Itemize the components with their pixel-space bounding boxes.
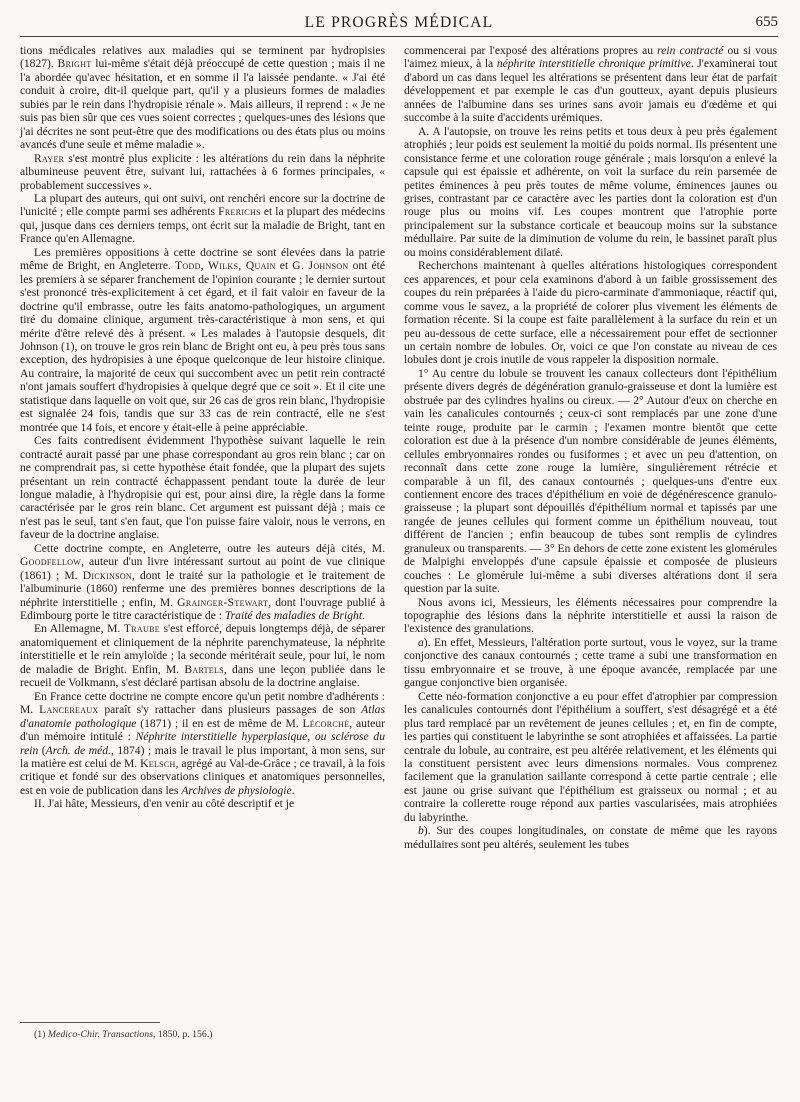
paragraph: [20, 622, 385, 689]
text-run: ). Sur des coupes longitudinales, on constate de même que les rayons médullaires sont peu altérés, seulement les tubes: [404, 824, 777, 851]
text-run: , dont le traité sur la pathologie et le traitement de l'albuminurie (1860) renferme une des premières bonnes descriptions de la néphrite interstitielle ; enfin, M.: [20, 568, 385, 609]
text-run: Recherchons maintenant à quelles altérations histologiques correspondent ces apparences, et pour cela examinons d'abord à un faible grossissement des coupes du rein préparées à l'aide du picro-carminate d'ammoniaque, réactif qui, comme vous le savez, a la propriété de colorer plus vivement les éléments de formation récente. Si la coupe est faite parallèlement à la surface du rein et un peu au-dessous de cette surface, elle a nécessairement pour effet de sectionner un certain nombre de lobules. Or, voici ce que l'on constate au niveau de ces lobules dont je crois inutile de vous rappeler la disposition normale.: [404, 259, 777, 367]
text-run: commencerai par l'exposé des altérations propres au: [404, 44, 658, 57]
author-name: Todd, Wilks, Quain: [175, 259, 276, 273]
text-run: 1° Au centre du lobule se trouvent les canaux collecteurs dont l'épithélium présente divers degrés de dégénération granulo-graisseuse et dont la lumière est obstruée par des cylindres hyalins ou cireux. — 2° Autour d'eux on cherche en vain les canalicules contournés ; ceux-ci sont remplacés par une zone d'une teinte rouge, produite par le carmin ; l'examen montre bientôt que cette coloration est due à la présence d'un nombre considérable de jeunes éléments, cellules embryonnaires rondes ou fusiformes ; et avec un peu d'attention, on reconnaît dans cette zone rouge la lumière, singulièrement rétrécie et comparable à un fil, des canaux contournés ; quelques-uns d'entre eux contiennent encore des traces d'épithélium en voie de dégénérescence granulo-graisseuse ; la plupart sont dépouillés d'épithélium normal et tapissés par une rangée de jeunes cellules qui forment comme un épithélium nouveau, tout différent de l'ancien ; enfin beaucoup de tubes sont remplis de cylindres granuleux ou transparents. — 3° En dehors de cette zone existent les glomérules de Malpighi enveloppés d'une capsule épaissie et composée de plusieurs couches : Le glomérule lui-même a subi diverses altérations dont il sera question par la suite.: [404, 366, 777, 596]
text-run: s'est efforcé, depuis longtemps déjà, de séparer anatomiquement et cliniquement de la néphrite parenchymateuse, la néphrite interstitielle et le rein amyloïde ; la seconde méritérait seule, pour lui, le nom de maladie de Bright. Enfin, M.: [20, 622, 386, 676]
running-title: LE PROGRÈS MÉDICAL: [304, 14, 494, 31]
text-run: Cette doctrine compte, en Angleterre, outre les auteurs déjà cités, M.: [34, 541, 385, 555]
text-run: paraît s'y rattacher dans plusieurs passages de son: [98, 703, 362, 717]
paragraph: [20, 542, 385, 623]
page-number: 655: [755, 14, 778, 30]
author-name: Kelsch: [140, 757, 176, 771]
text-run: En France cette doctrine ne compte encore qu'un petit nombre d'adhérents : M.: [20, 689, 385, 717]
text-run: et la plupart des médecins qui, jusque dans ces derniers temps, ont écrit sur la maladie de Bright, tant en France qu'en Allemagne.: [20, 205, 385, 246]
author-name: G. Johnson: [292, 259, 349, 273]
footnote-source: Medico-Chir. Transactions: [47, 1029, 153, 1040]
emphasis: néphrite interstitielle chronique primitive: [496, 57, 691, 71]
text-run: ). En effet, Messieurs, l'altération porte surtout, vous le voyez, sur la trame conjonctive des canaux contournés ; cette trame a subi une transformation en tissu embryonnaire et se trouve, à une époque avancée, remplacée par une gangue conjonctive bien organisée.: [404, 635, 777, 690]
text-run: .: [362, 609, 365, 623]
text-run: tions médicales relatives aux maladies qui se terminent par hydropisies (1827).: [20, 44, 385, 71]
author-name: Bright: [57, 57, 92, 71]
author-name: Traube: [123, 622, 160, 636]
text-run: En Allemagne, M.: [34, 622, 124, 636]
text-run: (: [38, 743, 46, 757]
text-run: Nous avons ici, Messieurs, les éléments nécessaires pour comprendre la topographie des lésions dans la néphrite interstitielle et aussi la raison de l'existence des granulations.: [404, 595, 777, 636]
text-run: , dans une leçon publiée dans le recueil de Volkmann, s'est déclaré partisan absolu de la doctrine anglaise.: [20, 662, 385, 690]
text-run: Ces faits contredisent évidemment l'hypothèse suivant laquelle le rein contracté aurait passé par une phase correspondant au gros rein blanc ; car on ne comprendrait pas, si cette hypothèse était fondée, que la plupart des sujets présentant un rein contracté échappassent pendant toute la durée de leur longue maladie, à l'hydropisie qui est, pour ainsi dire, la règle dans la forme caractérisée par le gros rein blanc. Cet argument est puissant déjà ; mais ce n'est pas le seul, tant s'en faut, que l'on puisse faire valoir, nous le verrons, en faveur de la doctrine anglaise.: [20, 434, 385, 542]
text-run: , dont l'ouvrage publié à Edimbourg porte le titre caractéristique de :: [20, 595, 385, 623]
paragraph: [404, 259, 777, 367]
paragraph: [20, 152, 385, 192]
text-run: A. A l'autopsie, on trouve les reins petits et tous deux à peu près également atrophiés ; leur poids est seulement la moitié du poids normal. Ils présentent une consistance ferme et une coloration rouge générale ; mais lorsqu'on a enlevé la capsule qui est épaissie et adhérente, on voit la surface du rein parsemée de petites éminences à peu près toutes de même volume, éminences jaunes ou grises, contrastant par ce caractère avec les parties dont la coloration est d'un rouge plus ou moins vif. Les coupes montrent que l'atrophie porte principalement sur la substance corticale et beaucoup moins sur la substance médullaire. Par suite de la diminution de volume du rein, le bassinet paraît plus ou moins considérablement dilaté.: [404, 124, 777, 259]
author-name: Lécorché: [302, 716, 350, 730]
emphasis: rein contracté: [657, 44, 724, 57]
paragraph: [20, 44, 385, 152]
paragraph: [20, 246, 385, 434]
text-run: , 1874) ; mais le travail le plus important, à mon sens, sur la matière est celui de M.: [20, 743, 386, 771]
footnote-detail: , 1850, p. 156.): [152, 1029, 213, 1040]
author-name: Goodfellow: [20, 555, 82, 569]
paragraph: [404, 367, 777, 596]
page-header: [20, 10, 778, 37]
text-run: , auteur d'un mémoire intitulé :: [20, 716, 385, 744]
paragraph: [20, 192, 385, 246]
text-run: , agrégé au Val-de-Grâce ; ce travail, à la fois critique et fondé sur des observations cliniques et anatomiques personnelles, est en voie de publication dans les: [20, 757, 385, 797]
journal-title: Arch. de méd.: [45, 743, 111, 757]
paragraph: [20, 690, 385, 798]
list-marker: b: [418, 824, 424, 838]
author-name: Frerichs: [218, 205, 261, 219]
paragraph: [404, 824, 777, 851]
text-run: Les premières oppositions à cette doctrine se sont élevées dans la patrie même de Bright, en Angleterre.: [20, 245, 385, 273]
author-name: Grainger-Stewart: [177, 595, 269, 609]
paragraph: [20, 434, 385, 542]
text-run: lui-même s'était déjà préoccupé de cette question ; mais il ne l'a abordée qu'avec hésitation, et en somme il l'a laissée pendante. « J'ai été conduit à croire, dit-il quelque part, qu'il y a plusieurs formes de maladies subies par le rein dans l'hydropisie rénale ». Mais ailleurs, il reprend : « Je ne suis pas bien sûr que ces vues soient correctes ; quelques-unes des lésions que j'ai décrites ne sont peut-être que des modifications ou des états plus ou moins avancés d'une seule et même maladie ».: [20, 57, 385, 152]
text-run: . J'examinerai tout d'abord un cas dans lequel les altérations se présentent dans leur état de parfait développement et par exemple le cas d'un goutteux, ayant depuis plusieurs années de l'albumine dans ses urines sans avoir jamais eu d'œdème et qui succombe à la suite d'accidents urémiques.: [404, 57, 777, 125]
text-run: , auteur d'un livre intéressant surtout au point de vue clinique (1861) ; M.: [20, 555, 385, 582]
paragraph: [404, 690, 777, 825]
journal-title: Archives de physiologie: [181, 783, 292, 797]
paragraph: [20, 797, 385, 810]
paragraph: [404, 44, 777, 125]
text-run: II. J'ai hâte, Messieurs, d'en venir au côté descriptif et je: [34, 797, 295, 811]
paragraph: [404, 636, 777, 690]
text-run: La plupart des auteurs, qui ont suivi, ont renchéri encore sur la doctrine de l'unicité ; elle compte parmi ses adhérents: [20, 191, 385, 219]
author-name: Bartels: [184, 662, 224, 676]
text-run: (1871) ; il en est de même de M.: [136, 716, 303, 730]
paragraph: [404, 596, 777, 636]
text-run: ou si vous l'aimez mieux, à la: [404, 44, 777, 71]
footnote-marker: (1): [34, 1029, 48, 1040]
text-run: et: [275, 259, 293, 273]
footnote: [34, 1029, 374, 1041]
left-column: [20, 44, 385, 811]
paragraph: [404, 125, 777, 260]
author-name: Rayer: [34, 151, 65, 165]
footnote-rule: [20, 1022, 160, 1023]
list-marker: a: [418, 635, 424, 649]
text-run: ont été les premiers à se séparer franchement de l'opinion courante ; le dernier surtout s'est prononcé très-explicitement à cet égard, et il fait valoir en faveur de la doctrine qu'il embrasse, outre les faits anatomo-pathologiques, un argument tiré du domaine clinique, argument très-caractéristique à mon sens, et qui mérite d'être relevé dès à présent. « Les malades à l'autopsie desquels, dit Johnson (1), on trouve le gros rein blanc de Bright ont eu, à peu près tous sans exception, des hydropisies à une époque quelconque de leur histoire clinique. Au contraire, la majorité de ceux qui succombent avec un petit rein contracté n'ont jamais souffert d'hydropisies à quelque degré que ce soit ». Et il cite une statistique dans laquelle on voit que, sur 26 cas de gros rein blanc, l'hydropisie est signalée 24 fois, tandis que sur 33 cas de rein contracté, elle ne s'est montrée que 14 fois, et encore y était-elle à peine appréciable.: [20, 259, 386, 434]
author-name: Lancereaux: [39, 703, 99, 717]
book-title: Atlas d'anatomie pathologique: [20, 703, 385, 730]
text-run: Cette néo-formation conjonctive a eu pour effet d'atrophier par compression les canalicules contournés dont l'épithélium a souffert, s'est désagrégé et a été plus tard remplacé par un revêtement de jeunes cellules ; et, en fin de compte, les parties qui constituent le labyrinthe se sont atrophiées et affaissées. La partie centrale du lobule, au contraire, est peu altérée relativement, et les éléments qui la constituent persistent avec leurs dimensions normales. Vous comprenez facilement que la granulation saillante correspond à cette partie centrale ; elle est jaune ou grise suivant que l'épithélium est graisseux ou normal ; et au contraire la collerette rouge répond aux parties vascularisées, mais atrophiées du labyrinthe.: [404, 689, 777, 824]
text-run: .: [291, 783, 295, 797]
text-run: s'est montré plus explicite : les altérations du rein dans la néphrite albumineuse peuvent être, suivant lui, rattachées à 6 formes principales, « probablement successives ».: [20, 151, 385, 192]
right-column: [404, 44, 777, 851]
book-title: Traité des maladies de Bright: [224, 609, 363, 623]
book-title: Néphrite interstitielle hyperplasique, ou sclérose du rein: [20, 730, 385, 757]
author-name: Dickinson: [82, 568, 132, 582]
